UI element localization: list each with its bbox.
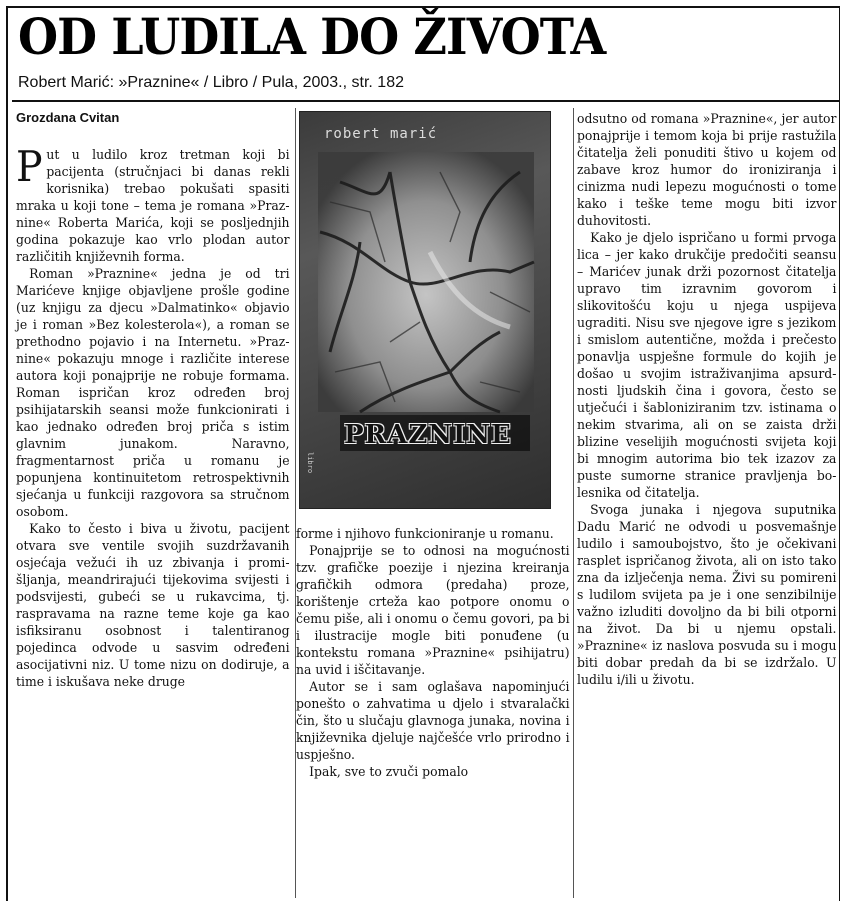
article-column-1 xyxy=(16,142,290,691)
paragraph: Ponajprije se to odnosi na mogućnosti tzv. grafičke poezije i njezina kreiranja grafičkih odmora (predaha) proze, korištenje crteža kao potpore onomu o čemu piše, ali i onomu o čemu govori, pa bi i ilustracije mogle biti ponuđene (u kontekstu romana »Praznine« psihijatru) na uvid i iščitavanje. xyxy=(296,544,570,678)
paragraph: forme i njihovo funkcioniranje u romanu. xyxy=(296,527,554,542)
paragraph-text: ut u ludilo kroz tretman koji bi pacijenta (stručnjaci bi danas rekli korisnika) trebao pokušati spasiti mraka u koji tone – tema je romana »Praznine« Roberta Marića, koji se posljednjih godina pokazuje kao vrlo plodan autor različitih književnih forma. xyxy=(16,148,290,265)
paragraph: odsutno od romana »Praznine«, jer autor ponajprije i temom koja bi prije rastužila čitatelja želi ponuditi štivo u kojem od zabave kroz humor do ironiziranja i cinizma nudi lepezu mogućnosti o tome kako i teške teme mogu biti izvor duhovitosti. xyxy=(577,112,837,229)
cover-publisher: libro xyxy=(306,452,314,474)
paragraph: Svoga junaka i njegova suputnika Dadu Marić ne odvodi u posvemašnje ludilo i samoubojstvo, što je očekivani rasplet ispričanog života, ali on isto tako zna da izlječenja nema. Živi su pomireni s ludilom svijeta pa je i one senzibilnije važno izluditi dovoljno da bi bili otporni na život. Da bi u njemu opstali. »Praznine« iz naslova posvuda su i mogu biti dobar predah da bi se izdržalo. U ludilu i/ili u životu. xyxy=(577,503,837,688)
article-column-2 xyxy=(296,526,570,781)
header-rule xyxy=(12,100,840,102)
drop-cap: P xyxy=(16,142,43,191)
paragraph: Ipak, sve to zvuči pomalo xyxy=(309,765,469,780)
book-info-line: Robert Marić: »Praznine« / Libro / Pula, 2003., str. 182 xyxy=(18,74,404,91)
cover-author: robert marić xyxy=(324,126,438,142)
headline: OD LUDILA DO ŽIVOTA xyxy=(18,7,606,66)
column-divider-right xyxy=(573,108,574,898)
article-column-3 xyxy=(577,111,836,689)
paragraph: Kako to često i biva u životu, pacijent otvara sve ventile svojih suzdržavanih osjećaja vežući ih uz zbivanja i promišljanja, meandrirajući tijekovima svijesti i podsvijesti, gubeći se u rukavcima, tj. raspravama na razne teme koje ga kao isfiksiranu osobnost i talentiranog pojedinca odvode u sasvim određeni asocijativni niz. U tome nizu on dodiruje, a time i iskušava neke druge xyxy=(16,522,290,690)
paragraph: Kako je djelo ispričano u formi prvoga lica – jer kako drukčije predočiti seansu – Marićev junak drži pozornost čitatelja upravo tim izravnim govorom i slikovitošću koju u njega uspijeva ugraditi. Nisu sve njegove igre s jezikom i smislom autentične, možda i prečesto ponavlja uspješne formule do kojih je došao u svojim istraživanjima apsurdnosti ljudskih čina i govora, često se utječući i šabloniziranim tzv. istinama o nekim stvarima, ali on se zaista drži blizine veselijih mogućnosti svijeta koji bi mnogim autorima bio tek izazov za puste sumorne stranice pravljenja bolesnika od čitatelja. xyxy=(577,231,837,501)
article-author: Grozdana Cvitan xyxy=(16,110,120,125)
cover-title: PRAZNINE xyxy=(344,420,512,450)
book-cover-image xyxy=(299,111,551,509)
paragraph: Roman »Praznine« jedna je od tri Marićeve knjige objavljene prošle godine (uz knjigu za djecu »Dalmatinko« objavio je i roman »Bez kolesterola«), a roman se prethodno pojavio i na Internetu. »Praznine« pokazuju mnoge i različite interese autora koji ponajprije ne robuje formama. Roman ispričan kroz određen broj psihijatarskih seansi može funkcionirati i kao jednako određen broj priča s istim glavnim junakom. Naravno, fragmentarnost priča u romanu je popunjena kontinuitetom retrospektivnih sjećanja u funkciji razgovora sa stručnom osobom. xyxy=(16,267,290,520)
paragraph xyxy=(16,142,290,266)
paragraph: Autor se i sam oglašava napominjući ponešto o zahvatima u djelo i stvaralački čin, što u slučaju glavnoga junaka, novina i književnika djeluje najčešće vrlo prirodno i uspješno. xyxy=(296,680,570,763)
